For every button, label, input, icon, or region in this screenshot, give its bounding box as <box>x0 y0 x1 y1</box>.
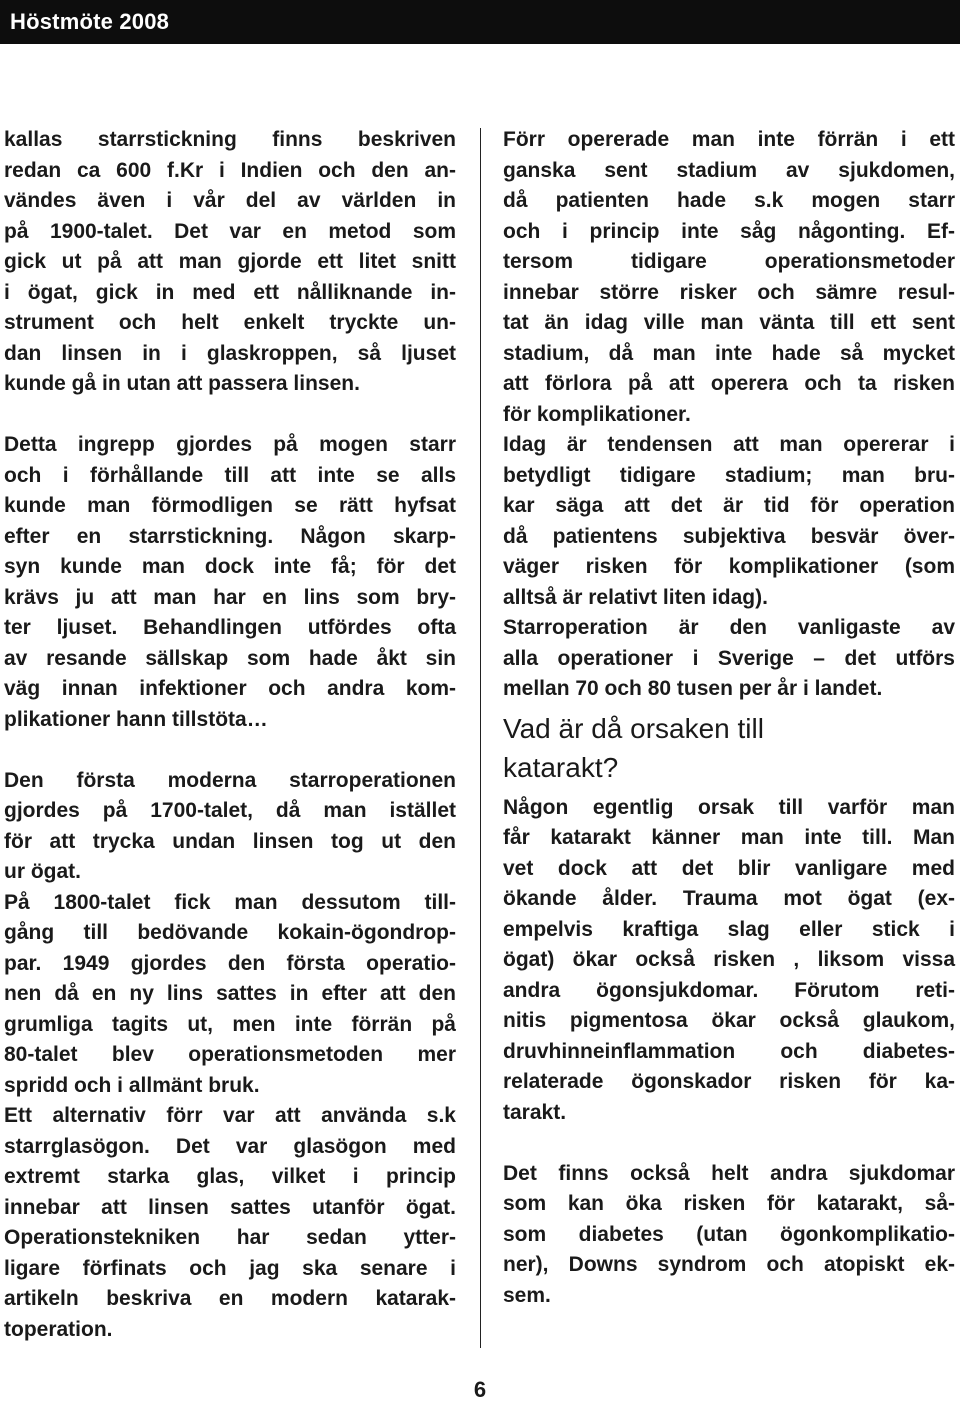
paragraph <box>503 125 955 705</box>
text-line: ur ögat. <box>4 860 81 883</box>
text-line: Detta ingrepp gjordes på mogen starr <box>4 433 456 456</box>
text-line: ligare förfinats och jag ska senare i <box>4 1256 456 1280</box>
text-line: för komplikationer. <box>503 402 691 426</box>
text-line: på 1900-talet. Det var en metod som <box>4 219 456 243</box>
column-divider <box>480 128 481 1348</box>
left-column <box>4 125 456 1345</box>
text-line: betydligt tidigare stadium; man bru- <box>503 463 955 487</box>
paragraph-gap <box>4 400 456 431</box>
text-line: då patienten hade s.k mogen starr <box>503 189 955 212</box>
text-line: empelvis kraftiga slag eller stick i <box>503 917 955 941</box>
text-line: sem. <box>503 1283 551 1307</box>
text-line: gick ut på att man gjorde ett litet snitt <box>4 250 456 273</box>
text-line: ökande ålder. Trauma mot ögat (ex- <box>503 887 955 910</box>
text-line: stadium, då man inte hade så mycket <box>503 341 955 365</box>
header-bar <box>0 0 960 44</box>
text-line: strument och helt enkelt tryckte un- <box>4 311 456 334</box>
text-line: innebar att linsen sattes utanför ögat. <box>4 1195 456 1219</box>
heading-line: Vad är då orsaken till <box>503 712 764 744</box>
text-line: gjordes på 1700-talet, då man istället <box>4 799 456 822</box>
text-line: Det finns också helt andra sjukdomar <box>503 1161 955 1185</box>
right-column <box>503 125 955 1311</box>
text-line: efter en starrstickning. Någon skarp- <box>4 524 456 548</box>
text-line: Idag är tendensen att man opererar i <box>503 433 955 456</box>
text-line: ganska sent stadium av sjukdomen, <box>503 158 955 182</box>
text-line: alla operationer i Sverige – det utförs <box>503 646 955 670</box>
text-line: kallas starrstickning finns beskriven <box>4 128 456 151</box>
text-line: tat än idag ville man vänta till ett sent <box>503 311 955 334</box>
text-line: mellan 70 och 80 tusen per år i landet. <box>503 677 883 700</box>
text-line: relaterade ögonskador risken för ka- <box>503 1070 955 1093</box>
text-line: Ett alternativ förr var att använda s.k <box>4 1104 456 1127</box>
text-line: och i förhållande till att inte se alls <box>4 463 456 487</box>
text-line: På 1800-talet fick man dessutom till- <box>4 890 456 914</box>
text-line: redan ca 600 f.Kr i Indien och den an- <box>4 158 456 182</box>
text-line: tarakt. <box>503 1100 567 1124</box>
text-line: ter ljuset. Behandlingen utfördes ofta <box>4 616 456 639</box>
text-line: att förlora på att operera och ta risken <box>503 372 955 395</box>
text-line: som kan öka risken för katarakt, så- <box>503 1192 955 1215</box>
text-line: syn kunde man dock inte få; för det <box>4 555 456 578</box>
text-line: dan linsen in i glaskroppen, så ljuset <box>4 341 456 365</box>
text-line: och i princip inte såg någonting. Ef- <box>503 219 955 243</box>
text-line: som diabetes (utan ögonkomplikatio- <box>503 1222 955 1246</box>
text-line: spridd och i allmänt bruk. <box>4 1073 260 1097</box>
header-title: Höstmöte 2008 <box>10 9 170 34</box>
text-line: ögat) ökar också risken , liksom vissa <box>503 948 955 971</box>
text-line: andra ögonsjukdomar. Förutom reti- <box>503 978 955 1002</box>
text-line: alltså är relativt liten idag). <box>503 585 768 609</box>
text-line: ner), Downs syndrom och atopiskt ek- <box>503 1253 955 1276</box>
text-line: plikationer hann tillstöta… <box>4 707 268 731</box>
text-line: 80-talet blev operationsmetoden mer <box>4 1043 456 1066</box>
text-line: kunde gå in utan att passera linsen. <box>4 372 360 395</box>
paragraph-gap <box>4 735 456 766</box>
heading-line: katarakt? <box>503 751 619 783</box>
text-line: Starroperation är den vanligaste av <box>503 616 955 639</box>
text-line: nitis pigmentosa ökar också glaukom, <box>503 1009 955 1032</box>
text-line: får katarakt känner man inte till. Man <box>503 826 955 849</box>
text-line: nen då en ny lins sattes in efter att den <box>4 982 456 1005</box>
paragraph <box>4 430 456 735</box>
text-line: Operationstekniken har sedan ytter- <box>4 1226 456 1249</box>
text-line: druvhinneinflammation och diabetes- <box>503 1039 955 1063</box>
text-line: innebar större risker och sämre resul- <box>503 280 955 304</box>
text-line: då patientens subjektiva besvär över- <box>503 524 955 548</box>
text-line: extremt starka glas, vilket i princip <box>4 1165 456 1188</box>
text-line: vändes även i vår del av världen in <box>4 189 456 212</box>
text-line: väg innan infektioner och andra kom- <box>4 677 456 700</box>
section-heading <box>503 709 955 787</box>
text-line: vet dock att det blir vanligare med <box>503 856 955 880</box>
text-line: kunde man förmodligen se rätt hyfsat <box>4 494 456 517</box>
paragraph <box>503 793 955 1129</box>
text-line: toperation. <box>4 1317 113 1341</box>
text-line: tersom tidigare operationsmetoder <box>503 250 955 273</box>
text-line: i ögat, gick in med ett nålliknande in- <box>4 280 456 304</box>
text-line: av resande sällskap som hade åkt sin <box>4 646 456 670</box>
text-line: par. 1949 gjordes den första operatio- <box>4 951 456 975</box>
paragraph <box>503 1159 955 1312</box>
text-line: Den första moderna starroperationen <box>4 768 456 792</box>
text-line: krävs ju att man har en lins som bry- <box>4 585 456 609</box>
paragraph <box>4 125 456 400</box>
page-number: 6 <box>473 1377 487 1402</box>
text-line: artikeln beskriva en modern katarak- <box>4 1287 456 1310</box>
paragraph <box>4 766 456 1346</box>
text-line: kar säga att det är tid för operation <box>503 494 955 517</box>
text-line: för att trycka undan linsen tog ut den <box>4 829 456 853</box>
paragraph-gap <box>503 1128 955 1159</box>
text-line: Förr opererade man inte förrän i ett <box>503 128 955 151</box>
text-line: gång till bedövande kokain-ögondrop- <box>4 921 456 944</box>
text-line: väger risken för komplikationer (som <box>503 555 955 578</box>
text-line: grumliga tagits ut, men inte förrän på <box>4 1012 456 1036</box>
text-line: Någon egentlig orsak till varför man <box>503 795 955 819</box>
text-line: starrglasögon. Det var glasögon med <box>4 1134 456 1158</box>
